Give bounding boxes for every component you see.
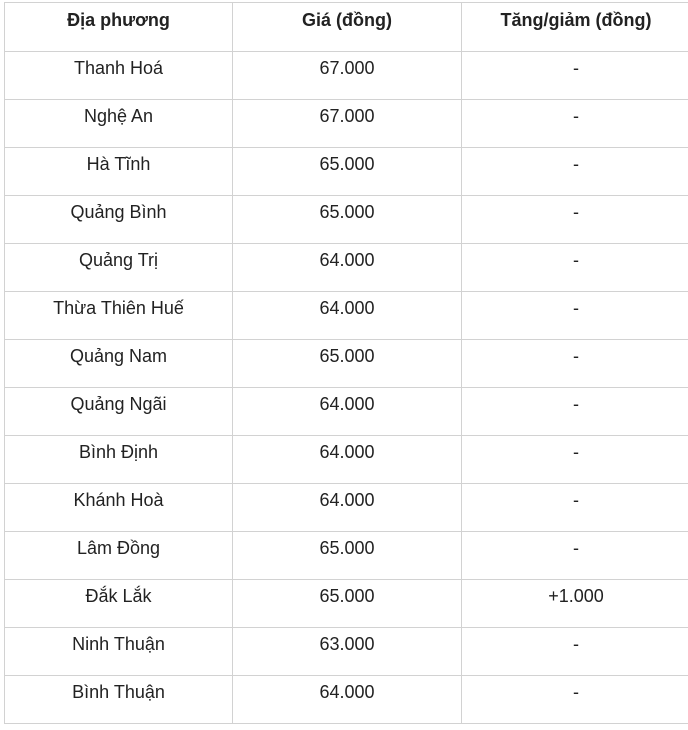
table-row [5, 484, 688, 532]
table-row [5, 436, 688, 484]
cell-change: - [462, 484, 688, 532]
cell-price: 64.000 [233, 388, 462, 436]
table-row [5, 580, 688, 628]
cell-change: - [462, 628, 688, 676]
cell-change: - [462, 292, 688, 340]
table-row [5, 532, 688, 580]
cell-price: 67.000 [233, 52, 462, 100]
table-row [5, 100, 688, 148]
cell-change: - [462, 340, 688, 388]
cell-location: Thừa Thiên Huế [5, 292, 233, 340]
cell-price: 65.000 [233, 148, 462, 196]
table-header [5, 3, 688, 52]
cell-location: Quảng Bình [5, 196, 233, 244]
price-table [4, 2, 688, 724]
cell-location: Bình Thuận [5, 676, 233, 724]
cell-location: Thanh Hoá [5, 52, 233, 100]
cell-location: Quảng Nam [5, 340, 233, 388]
cell-price: 63.000 [233, 628, 462, 676]
header-price: Giá (đồng) [233, 3, 462, 52]
cell-location: Đắk Lắk [5, 580, 233, 628]
table-row [5, 628, 688, 676]
cell-change: - [462, 676, 688, 724]
cell-change: +1.000 [462, 580, 688, 628]
cell-change: - [462, 532, 688, 580]
table-row [5, 676, 688, 724]
cell-change: - [462, 388, 688, 436]
table-row [5, 148, 688, 196]
table-body [5, 52, 688, 724]
cell-price: 64.000 [233, 292, 462, 340]
cell-change: - [462, 436, 688, 484]
header-change: Tăng/giảm (đồng) [462, 3, 688, 52]
cell-location: Ninh Thuận [5, 628, 233, 676]
cell-location: Quảng Trị [5, 244, 233, 292]
cell-change: - [462, 244, 688, 292]
header-location: Địa phương [5, 3, 233, 52]
cell-price: 65.000 [233, 532, 462, 580]
cell-location: Khánh Hoà [5, 484, 233, 532]
cell-price: 64.000 [233, 484, 462, 532]
cell-price: 65.000 [233, 580, 462, 628]
cell-change: - [462, 100, 688, 148]
cell-location: Quảng Ngãi [5, 388, 233, 436]
cell-change: - [462, 196, 688, 244]
header-row [5, 3, 688, 52]
cell-price: 64.000 [233, 244, 462, 292]
table-row [5, 292, 688, 340]
cell-location: Bình Định [5, 436, 233, 484]
cell-location: Hà Tĩnh [5, 148, 233, 196]
table-row [5, 340, 688, 388]
cell-change: - [462, 52, 688, 100]
table-row [5, 388, 688, 436]
cell-price: 65.000 [233, 340, 462, 388]
cell-change: - [462, 148, 688, 196]
cell-location: Nghệ An [5, 100, 233, 148]
cell-price: 64.000 [233, 676, 462, 724]
cell-price: 64.000 [233, 436, 462, 484]
cell-price: 67.000 [233, 100, 462, 148]
table-row [5, 244, 688, 292]
table-row [5, 196, 688, 244]
cell-location: Lâm Đồng [5, 532, 233, 580]
cell-price: 65.000 [233, 196, 462, 244]
table-row [5, 52, 688, 100]
